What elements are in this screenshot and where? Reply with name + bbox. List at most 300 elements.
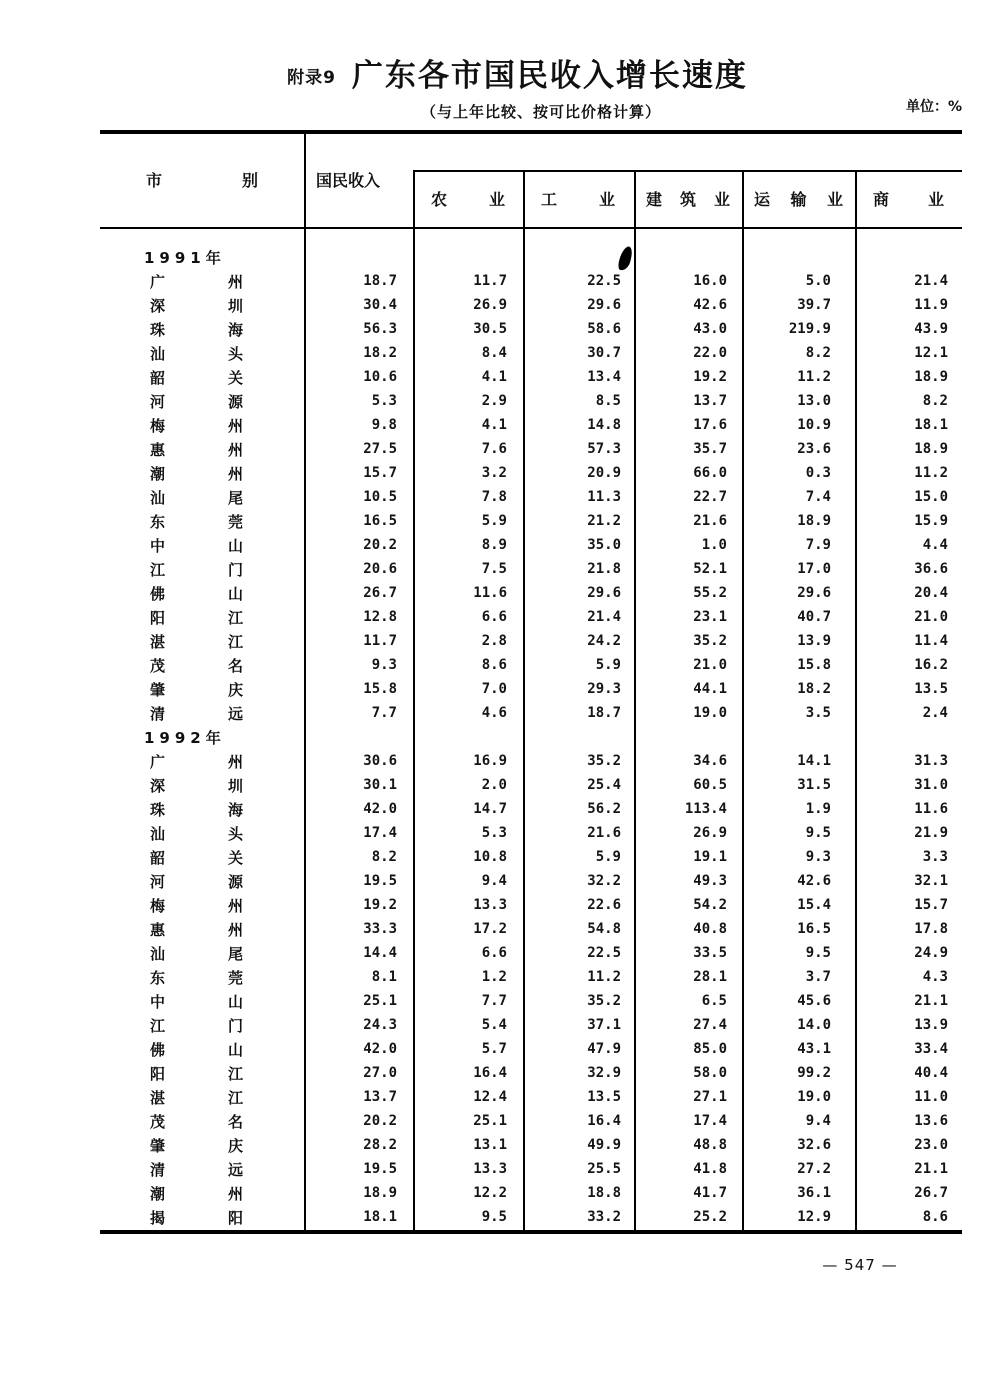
year-row <box>100 725 962 749</box>
table-row <box>100 341 962 365</box>
city-name: 清远 <box>150 704 243 723</box>
value-cell: 30.1 <box>363 777 397 793</box>
appendix-tag: 附录9 <box>287 68 336 88</box>
city-cell <box>100 775 305 796</box>
city-name: 深圳 <box>150 776 243 795</box>
value-cell: 16.5 <box>797 921 831 937</box>
value-cell: 29.6 <box>797 585 831 601</box>
value-cell: 20.4 <box>914 585 948 601</box>
value-cell: 18.8 <box>587 1185 621 1201</box>
city-name: 中山 <box>150 536 243 555</box>
value-cell: 54.2 <box>693 897 727 913</box>
value-cell: 14.1 <box>797 753 831 769</box>
table-row <box>100 653 962 677</box>
value-cell: 49.9 <box>587 1137 621 1153</box>
value-cell: 19.2 <box>693 369 727 385</box>
city-name: 茂名 <box>150 1112 243 1131</box>
value-cell: 10.6 <box>363 369 397 385</box>
city-cell <box>100 559 305 580</box>
value-cell: 5.9 <box>595 849 621 865</box>
value-cell: 33.4 <box>914 1041 948 1057</box>
city-cell <box>100 295 305 316</box>
value-cell: 6.6 <box>481 945 507 961</box>
sector-header-top-rule <box>413 170 962 172</box>
table-body <box>100 233 962 1230</box>
value-cell: 11.2 <box>587 969 621 985</box>
value-cell: 5.7 <box>481 1041 507 1057</box>
table-row <box>100 1157 962 1181</box>
value-cell: 13.7 <box>363 1089 397 1105</box>
value-cell: 44.1 <box>693 681 727 697</box>
table-row <box>100 1061 962 1085</box>
table-row <box>100 989 962 1013</box>
value-cell: 23.6 <box>797 441 831 457</box>
value-cell: 26.9 <box>693 825 727 841</box>
value-cell: 11.9 <box>914 297 948 313</box>
value-cell: 33.3 <box>363 921 397 937</box>
value-cell: 20.9 <box>587 465 621 481</box>
city-cell <box>100 415 305 436</box>
city-name: 汕尾 <box>150 944 243 963</box>
value-cell: 25.2 <box>693 1209 727 1225</box>
table-row <box>100 917 962 941</box>
city-name: 河源 <box>150 392 243 411</box>
value-cell: 20.2 <box>363 1113 397 1129</box>
city-name: 韶关 <box>150 848 243 867</box>
value-cell: 15.9 <box>914 513 948 529</box>
table-row <box>100 461 962 485</box>
city-name: 汕头 <box>150 344 243 363</box>
table-row <box>100 773 962 797</box>
city-name: 汕头 <box>150 824 243 843</box>
city-cell <box>100 823 305 844</box>
value-cell: 47.9 <box>587 1041 621 1057</box>
table-row <box>100 1037 962 1061</box>
value-cell: 8.2 <box>922 393 948 409</box>
city-cell <box>100 343 305 364</box>
city-cell <box>100 319 305 340</box>
value-cell: 21.6 <box>693 513 727 529</box>
city-name: 梅州 <box>150 416 243 435</box>
value-cell: 28.2 <box>363 1137 397 1153</box>
value-cell: 17.2 <box>473 921 507 937</box>
value-cell: 8.2 <box>371 849 397 865</box>
value-cell: 5.3 <box>371 393 397 409</box>
value-cell: 33.2 <box>587 1209 621 1225</box>
value-cell: 34.6 <box>693 753 727 769</box>
table-row <box>100 845 962 869</box>
value-cell: 18.9 <box>914 369 948 385</box>
value-cell: 32.1 <box>914 873 948 889</box>
value-cell: 29.6 <box>587 585 621 601</box>
city-cell <box>100 391 305 412</box>
value-cell: 31.5 <box>797 777 831 793</box>
value-cell: 49.3 <box>693 873 727 889</box>
value-cell: 26.7 <box>914 1185 948 1201</box>
value-cell: 3.5 <box>805 705 831 721</box>
value-cell: 28.1 <box>693 969 727 985</box>
value-cell: 6.6 <box>481 609 507 625</box>
value-cell: 41.7 <box>693 1185 727 1201</box>
value-cell: 4.1 <box>481 369 507 385</box>
city-cell <box>100 583 305 604</box>
value-cell: 8.9 <box>481 537 507 553</box>
value-cell: 16.9 <box>473 753 507 769</box>
value-cell: 30.7 <box>587 345 621 361</box>
value-cell: 52.1 <box>693 561 727 577</box>
value-cell: 113.4 <box>684 801 727 817</box>
table-row <box>100 581 962 605</box>
city-name: 广州 <box>150 272 243 291</box>
value-cell: 39.7 <box>797 297 831 313</box>
value-cell: 21.6 <box>587 825 621 841</box>
value-cell: 15.4 <box>797 897 831 913</box>
value-cell: 66.0 <box>693 465 727 481</box>
value-cell: 19.5 <box>363 873 397 889</box>
value-cell: 11.7 <box>363 633 397 649</box>
value-cell: 22.5 <box>587 273 621 289</box>
value-cell: 16.2 <box>914 657 948 673</box>
city-cell <box>100 679 305 700</box>
value-cell: 30.4 <box>363 297 397 313</box>
city-name: 揭阳 <box>150 1208 243 1227</box>
table-row <box>100 701 962 725</box>
table-row <box>100 1085 962 1109</box>
value-cell: 13.1 <box>473 1137 507 1153</box>
value-cell: 27.2 <box>797 1161 831 1177</box>
value-cell: 42.0 <box>363 801 397 817</box>
table-row <box>100 893 962 917</box>
value-cell: 14.0 <box>797 1017 831 1033</box>
value-cell: 7.4 <box>805 489 831 505</box>
value-cell: 5.3 <box>481 825 507 841</box>
city-cell <box>100 1159 305 1180</box>
value-cell: 5.9 <box>595 657 621 673</box>
value-cell: 27.0 <box>363 1065 397 1081</box>
value-cell: 12.8 <box>363 609 397 625</box>
year-row <box>100 245 962 269</box>
table-row <box>100 749 962 773</box>
value-cell: 7.8 <box>481 489 507 505</box>
value-cell: 20.2 <box>363 537 397 553</box>
value-cell: 22.5 <box>587 945 621 961</box>
header-construction: 建筑业 <box>646 190 730 209</box>
table-bottom-rule <box>100 1230 962 1234</box>
value-cell: 18.2 <box>797 681 831 697</box>
city-name: 茂名 <box>150 656 243 675</box>
value-cell: 11.2 <box>914 465 948 481</box>
value-cell: 85.0 <box>693 1041 727 1057</box>
value-cell: 9.3 <box>805 849 831 865</box>
city-cell <box>100 991 305 1012</box>
value-cell: 11.6 <box>914 801 948 817</box>
value-cell: 11.4 <box>914 633 948 649</box>
value-cell: 19.5 <box>363 1161 397 1177</box>
city-name: 肇庆 <box>150 1136 243 1155</box>
value-cell: 29.6 <box>587 297 621 313</box>
value-cell: 13.0 <box>797 393 831 409</box>
city-name: 韶关 <box>150 368 243 387</box>
city-name: 东莞 <box>150 512 243 531</box>
value-cell: 16.4 <box>587 1113 621 1129</box>
value-cell: 58.0 <box>693 1065 727 1081</box>
city-name: 清远 <box>150 1160 243 1179</box>
value-cell: 43.1 <box>797 1041 831 1057</box>
value-cell: 60.5 <box>693 777 727 793</box>
value-cell: 43.9 <box>914 321 948 337</box>
value-cell: 9.3 <box>371 657 397 673</box>
value-cell: 15.7 <box>363 465 397 481</box>
value-cell: 17.6 <box>693 417 727 433</box>
table-row <box>100 1109 962 1133</box>
city-cell <box>100 1183 305 1204</box>
table-row <box>100 533 962 557</box>
value-cell: 48.8 <box>693 1137 727 1153</box>
city-name: 阳江 <box>150 608 243 627</box>
value-cell: 32.6 <box>797 1137 831 1153</box>
city-name: 佛山 <box>150 584 243 603</box>
table-top-rule <box>100 130 962 134</box>
value-cell: 9.5 <box>805 945 831 961</box>
value-cell: 7.9 <box>805 537 831 553</box>
value-cell: 13.3 <box>473 1161 507 1177</box>
city-name: 深圳 <box>150 296 243 315</box>
value-cell: 25.1 <box>473 1113 507 1129</box>
page-number: — 547 — <box>822 1256 898 1274</box>
value-cell: 55.2 <box>693 585 727 601</box>
city-cell <box>100 1015 305 1036</box>
city-cell <box>100 919 305 940</box>
value-cell: 27.1 <box>693 1089 727 1105</box>
value-cell: 8.6 <box>481 657 507 673</box>
value-cell: 21.9 <box>914 825 948 841</box>
value-cell: 20.6 <box>363 561 397 577</box>
value-cell: 15.0 <box>914 489 948 505</box>
value-cell: 27.5 <box>363 441 397 457</box>
city-cell <box>100 799 305 820</box>
city-name: 梅州 <box>150 896 243 915</box>
table-row <box>100 437 962 461</box>
city-cell <box>100 655 305 676</box>
value-cell: 43.0 <box>693 321 727 337</box>
city-cell <box>100 1111 305 1132</box>
value-cell: 41.8 <box>693 1161 727 1177</box>
value-cell: 36.1 <box>797 1185 831 1201</box>
table-row <box>100 869 962 893</box>
value-cell: 24.2 <box>587 633 621 649</box>
value-cell: 18.1 <box>363 1209 397 1225</box>
city-name: 中山 <box>150 992 243 1011</box>
value-cell: 40.7 <box>797 609 831 625</box>
table-row <box>100 677 962 701</box>
table-row <box>100 1181 962 1205</box>
value-cell: 1.9 <box>805 801 831 817</box>
value-cell: 13.4 <box>587 369 621 385</box>
city-cell <box>100 847 305 868</box>
value-cell: 8.5 <box>595 393 621 409</box>
value-cell: 14.7 <box>473 801 507 817</box>
city-name: 惠州 <box>150 440 243 459</box>
value-cell: 10.9 <box>797 417 831 433</box>
city-name: 广州 <box>150 752 243 771</box>
page-title: 广东各市国民收入增长速度 <box>351 58 748 94</box>
value-cell: 22.0 <box>693 345 727 361</box>
value-cell: 7.7 <box>371 705 397 721</box>
value-cell: 19.1 <box>693 849 727 865</box>
value-cell: 45.6 <box>797 993 831 1009</box>
value-cell: 21.2 <box>587 513 621 529</box>
value-cell: 2.8 <box>481 633 507 649</box>
value-cell: 1.2 <box>481 969 507 985</box>
value-cell: 13.5 <box>914 681 948 697</box>
value-cell: 18.2 <box>363 345 397 361</box>
value-cell: 5.0 <box>805 273 831 289</box>
value-cell: 11.3 <box>587 489 621 505</box>
city-cell <box>100 967 305 988</box>
value-cell: 4.6 <box>481 705 507 721</box>
table-row <box>100 293 962 317</box>
value-cell: 4.3 <box>922 969 948 985</box>
city-name: 湛江 <box>150 632 243 651</box>
value-cell: 9.5 <box>481 1209 507 1225</box>
city-cell <box>100 1039 305 1060</box>
city-name: 潮州 <box>150 1184 243 1203</box>
value-cell: 17.4 <box>363 825 397 841</box>
city-name: 汕尾 <box>150 488 243 507</box>
unit-label: 单位：% <box>905 99 962 115</box>
value-cell: 40.4 <box>914 1065 948 1081</box>
value-cell: 15.8 <box>797 657 831 673</box>
table-row <box>100 1133 962 1157</box>
value-cell: 18.9 <box>914 441 948 457</box>
city-name: 潮州 <box>150 464 243 483</box>
value-cell: 21.4 <box>914 273 948 289</box>
value-cell: 35.2 <box>587 993 621 1009</box>
value-cell: 13.3 <box>473 897 507 913</box>
value-cell: 36.6 <box>914 561 948 577</box>
value-cell: 23.0 <box>914 1137 948 1153</box>
table-row <box>100 821 962 845</box>
value-cell: 19.0 <box>693 705 727 721</box>
page-subtitle: （与上年比较、按可比价格计算） <box>420 103 661 121</box>
value-cell: 12.1 <box>914 345 948 361</box>
value-cell: 18.9 <box>363 1185 397 1201</box>
value-cell: 18.7 <box>587 705 621 721</box>
header-city-column: 市别 <box>146 171 258 190</box>
value-cell: 11.2 <box>797 369 831 385</box>
value-cell: 8.4 <box>481 345 507 361</box>
table-row <box>100 629 962 653</box>
table-row <box>100 1013 962 1037</box>
value-cell: 7.6 <box>481 441 507 457</box>
value-cell: 19.0 <box>797 1089 831 1105</box>
table-row <box>100 965 962 989</box>
city-name: 阳江 <box>150 1064 243 1083</box>
value-cell: 8.6 <box>922 1209 948 1225</box>
header-bottom-rule <box>100 227 962 229</box>
table-row <box>100 509 962 533</box>
table-row <box>100 389 962 413</box>
value-cell: 21.1 <box>914 1161 948 1177</box>
value-cell: 14.4 <box>363 945 397 961</box>
value-cell: 4.4 <box>922 537 948 553</box>
city-name: 佛山 <box>150 1040 243 1059</box>
value-cell: 12.4 <box>473 1089 507 1105</box>
city-name: 珠海 <box>150 320 243 339</box>
city-cell <box>100 631 305 652</box>
city-name: 湛江 <box>150 1088 243 1107</box>
value-cell: 21.0 <box>693 657 727 673</box>
value-cell: 35.2 <box>587 753 621 769</box>
value-cell: 57.3 <box>587 441 621 457</box>
value-cell: 3.7 <box>805 969 831 985</box>
value-cell: 15.7 <box>914 897 948 913</box>
value-cell: 35.0 <box>587 537 621 553</box>
year-label: 1991年 <box>144 248 226 267</box>
value-cell: 17.8 <box>914 921 948 937</box>
city-cell <box>100 511 305 532</box>
city-cell <box>100 1087 305 1108</box>
value-cell: 12.9 <box>797 1209 831 1225</box>
value-cell: 10.8 <box>473 849 507 865</box>
value-cell: 29.3 <box>587 681 621 697</box>
value-cell: 8.2 <box>805 345 831 361</box>
value-cell: 2.4 <box>922 705 948 721</box>
value-cell: 18.7 <box>363 273 397 289</box>
city-cell <box>100 1207 305 1228</box>
value-cell: 9.4 <box>481 873 507 889</box>
value-cell: 7.7 <box>481 993 507 1009</box>
value-cell: 11.7 <box>473 273 507 289</box>
value-cell: 32.2 <box>587 873 621 889</box>
value-cell: 13.7 <box>693 393 727 409</box>
value-cell: 25.4 <box>587 777 621 793</box>
value-cell: 25.5 <box>587 1161 621 1177</box>
table-row <box>100 317 962 341</box>
value-cell: 7.5 <box>481 561 507 577</box>
table-row <box>100 941 962 965</box>
value-cell: 3.2 <box>481 465 507 481</box>
value-cell: 24.3 <box>363 1017 397 1033</box>
value-cell: 42.6 <box>693 297 727 313</box>
city-name: 肇庆 <box>150 680 243 699</box>
value-cell: 35.2 <box>693 633 727 649</box>
value-cell: 42.0 <box>363 1041 397 1057</box>
value-cell: 30.6 <box>363 753 397 769</box>
header-agriculture: 农业 <box>431 190 505 209</box>
city-cell <box>100 367 305 388</box>
city-cell <box>100 895 305 916</box>
value-cell: 21.1 <box>914 993 948 1009</box>
value-cell: 21.8 <box>587 561 621 577</box>
value-cell: 12.2 <box>473 1185 507 1201</box>
value-cell: 16.4 <box>473 1065 507 1081</box>
city-name: 东莞 <box>150 968 243 987</box>
city-name: 惠州 <box>150 920 243 939</box>
value-cell: 26.7 <box>363 585 397 601</box>
city-cell <box>100 943 305 964</box>
value-cell: 8.1 <box>371 969 397 985</box>
value-cell: 32.9 <box>587 1065 621 1081</box>
value-cell: 14.8 <box>587 417 621 433</box>
value-cell: 0.3 <box>805 465 831 481</box>
value-cell: 11.6 <box>473 585 507 601</box>
city-name: 江门 <box>150 1016 243 1035</box>
value-cell: 37.1 <box>587 1017 621 1033</box>
city-cell <box>100 271 305 292</box>
table-row <box>100 269 962 293</box>
income-growth-table <box>100 130 962 1234</box>
